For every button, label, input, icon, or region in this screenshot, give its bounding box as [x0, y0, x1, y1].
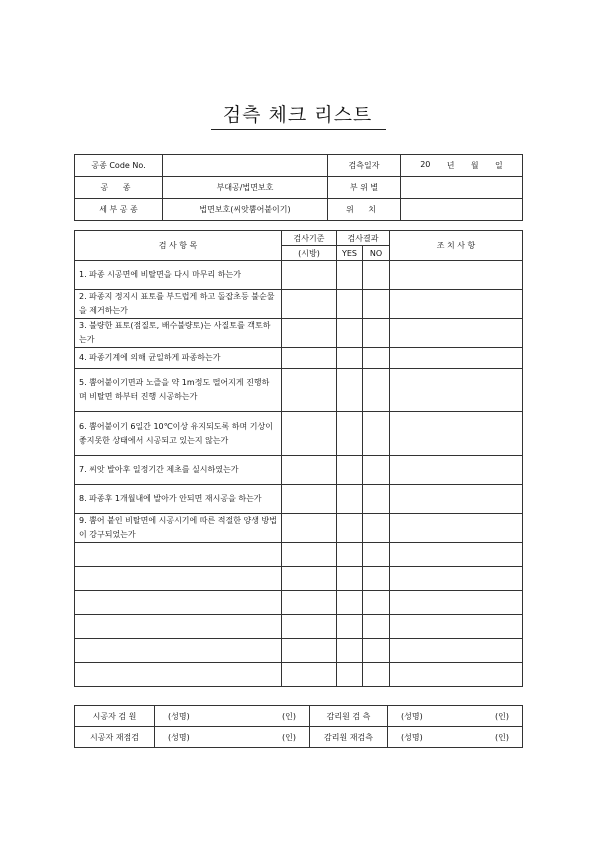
yes-cell[interactable] — [337, 514, 363, 543]
header-criteria-sub: (시방) — [282, 246, 337, 261]
action-cell[interactable] — [390, 412, 523, 456]
no-cell[interactable] — [363, 639, 390, 663]
yes-cell[interactable] — [337, 412, 363, 456]
action-cell[interactable] — [390, 261, 523, 290]
table-row — [75, 261, 523, 290]
sign-name: (성명) — [168, 732, 190, 742]
date-year: 년 — [446, 161, 455, 170]
date-month: 월 — [470, 161, 479, 170]
criteria-cell[interactable] — [282, 639, 337, 663]
sign-label-contractor: 시공자 검 원 — [75, 706, 155, 727]
check-item: 7. 씨앗 발아후 일정기간 제초를 실시하였는가 — [75, 456, 282, 485]
checklist-table — [74, 230, 523, 687]
value-part[interactable] — [401, 177, 523, 199]
check-item — [75, 543, 282, 567]
value-work[interactable]: 부대공/법면보호 — [163, 177, 328, 199]
info-table — [74, 154, 523, 221]
criteria-cell[interactable] — [282, 412, 337, 456]
header-items: 검 사 항 목 — [75, 231, 282, 261]
no-cell[interactable] — [363, 319, 390, 348]
criteria-cell[interactable] — [282, 485, 337, 514]
value-location[interactable] — [401, 199, 523, 221]
sign-name: (성명) — [168, 711, 190, 721]
signature-row-2 — [75, 727, 523, 748]
date-day: 일 — [495, 161, 503, 170]
criteria-cell[interactable] — [282, 348, 337, 369]
sign-seal: (인) — [282, 711, 296, 721]
label-part: 부 위 별 — [328, 177, 401, 199]
value-detail[interactable]: 법면보호(씨앗뿜어붙이기) — [163, 199, 328, 221]
table-row — [75, 567, 523, 591]
no-cell[interactable] — [363, 615, 390, 639]
checklist-header — [75, 231, 523, 246]
action-cell[interactable] — [390, 567, 523, 591]
check-item: 2. 파종지 정지시 표토를 부드럽게 하고 돌잡초등 불순물을 제거하는가 — [75, 290, 282, 319]
no-cell[interactable] — [363, 290, 390, 319]
sign-label-supervisor: 감리원 검 측 — [310, 706, 388, 727]
yes-cell[interactable] — [337, 261, 363, 290]
title-underline — [211, 129, 386, 130]
label-work: 공 종 — [75, 177, 163, 199]
table-row — [75, 543, 523, 567]
check-item — [75, 567, 282, 591]
no-cell[interactable] — [363, 369, 390, 412]
table-row — [75, 663, 523, 687]
yes-cell[interactable] — [337, 485, 363, 514]
sign-label-supervisor-recheck: 감리원 재검측 — [310, 727, 388, 748]
sign-seal: (인) — [282, 732, 296, 742]
no-cell[interactable] — [363, 485, 390, 514]
no-cell[interactable] — [363, 412, 390, 456]
action-cell[interactable] — [390, 514, 523, 543]
header-action: 조 치 사 항 — [390, 231, 523, 261]
label-date: 검측일자 — [328, 155, 401, 177]
table-row — [75, 591, 523, 615]
table-row — [75, 485, 523, 514]
criteria-cell[interactable] — [282, 543, 337, 567]
action-cell[interactable] — [390, 319, 523, 348]
yes-cell[interactable] — [337, 319, 363, 348]
table-row — [75, 639, 523, 663]
sign-name: (성명) — [401, 711, 423, 721]
yes-cell[interactable] — [337, 663, 363, 687]
criteria-cell[interactable] — [282, 663, 337, 687]
criteria-cell[interactable] — [282, 261, 337, 290]
criteria-cell[interactable] — [282, 290, 337, 319]
sign-field-supervisor[interactable] — [388, 706, 523, 727]
table-row — [75, 348, 523, 369]
page-title: 검측 체크 리스트 — [222, 104, 373, 126]
yes-cell[interactable] — [337, 615, 363, 639]
action-cell[interactable] — [390, 639, 523, 663]
yes-cell[interactable] — [337, 348, 363, 369]
check-item: 4. 파종기계에 의해 균일하게 파종하는가 — [75, 348, 282, 369]
info-row-code — [75, 155, 523, 177]
action-cell[interactable] — [390, 591, 523, 615]
check-item: 3. 불량한 표토(점질토, 배수불량토)는 사질토를 객토하는가 — [75, 319, 282, 348]
table-row — [75, 290, 523, 319]
action-cell[interactable] — [390, 485, 523, 514]
check-item: 5. 뿜어붙이기면과 노즐을 약 1m정도 떨어지게 진행하며 비탈면 하부터 진행 시공하는가 — [75, 369, 282, 412]
value-date[interactable] — [401, 155, 523, 177]
header-no: NO — [363, 246, 390, 261]
yes-cell[interactable] — [337, 567, 363, 591]
action-cell[interactable] — [390, 290, 523, 319]
yes-cell[interactable] — [337, 456, 363, 485]
criteria-cell[interactable] — [282, 514, 337, 543]
action-cell[interactable] — [390, 615, 523, 639]
no-cell[interactable] — [363, 591, 390, 615]
header-yes: YES — [337, 246, 363, 261]
header-result: 검사결과 — [337, 231, 390, 246]
check-item — [75, 663, 282, 687]
sign-field-contractor-recheck[interactable] — [155, 727, 310, 748]
criteria-cell[interactable] — [282, 567, 337, 591]
sign-seal: (인) — [495, 711, 509, 721]
header-criteria: 검사기준 — [282, 231, 337, 246]
criteria-cell[interactable] — [282, 591, 337, 615]
table-row — [75, 456, 523, 485]
label-code: 공종 Code No. — [75, 155, 163, 177]
action-cell[interactable] — [390, 369, 523, 412]
table-row — [75, 615, 523, 639]
label-detail: 세 부 공 종 — [75, 199, 163, 221]
check-item — [75, 591, 282, 615]
criteria-cell[interactable] — [282, 369, 337, 412]
no-cell[interactable] — [363, 663, 390, 687]
sign-field-contractor[interactable] — [155, 706, 310, 727]
sign-field-supervisor-recheck[interactable] — [388, 727, 523, 748]
info-row-work — [75, 177, 523, 199]
check-item — [75, 615, 282, 639]
criteria-cell[interactable] — [282, 319, 337, 348]
value-code[interactable] — [163, 155, 328, 177]
criteria-cell[interactable] — [282, 615, 337, 639]
yes-cell[interactable] — [337, 543, 363, 567]
yes-cell[interactable] — [337, 369, 363, 412]
label-location: 위 치 — [328, 199, 401, 221]
action-cell[interactable] — [390, 663, 523, 687]
no-cell[interactable] — [363, 261, 390, 290]
table-row — [75, 319, 523, 348]
table-row — [75, 369, 523, 412]
signature-table — [74, 705, 523, 748]
sign-seal: (인) — [495, 732, 509, 742]
date-prefix: 20 — [420, 160, 431, 169]
action-cell[interactable] — [390, 456, 523, 485]
yes-cell[interactable] — [337, 591, 363, 615]
no-cell[interactable] — [363, 567, 390, 591]
no-cell[interactable] — [363, 456, 390, 485]
sign-name: (성명) — [401, 732, 423, 742]
sign-label-contractor-recheck: 시공자 재점검 — [75, 727, 155, 748]
yes-cell[interactable] — [337, 639, 363, 663]
no-cell[interactable] — [363, 514, 390, 543]
criteria-cell[interactable] — [282, 456, 337, 485]
table-row — [75, 412, 523, 456]
table-row — [75, 514, 523, 543]
info-row-detail — [75, 199, 523, 221]
action-cell[interactable] — [390, 348, 523, 369]
check-item: 6. 뿜어붙이기 6일간 10℃이상 유지되도록 하며 기상이 좋지못한 상태에서 시공되고 있는지 않는가 — [75, 412, 282, 456]
check-item: 8. 파종후 1개월내에 발아가 안되면 재시공을 하는가 — [75, 485, 282, 514]
signature-row-1 — [75, 706, 523, 727]
check-item: 1. 파종 시공면에 비탈면을 다시 마무리 하는가 — [75, 261, 282, 290]
no-cell[interactable] — [363, 348, 390, 369]
check-item: 9. 뿜어 붙인 비탈면에 시공시기에 따른 적절한 양생 방법이 강구되었는가 — [75, 514, 282, 543]
yes-cell[interactable] — [337, 290, 363, 319]
action-cell[interactable] — [390, 543, 523, 567]
no-cell[interactable] — [363, 543, 390, 567]
check-item — [75, 639, 282, 663]
